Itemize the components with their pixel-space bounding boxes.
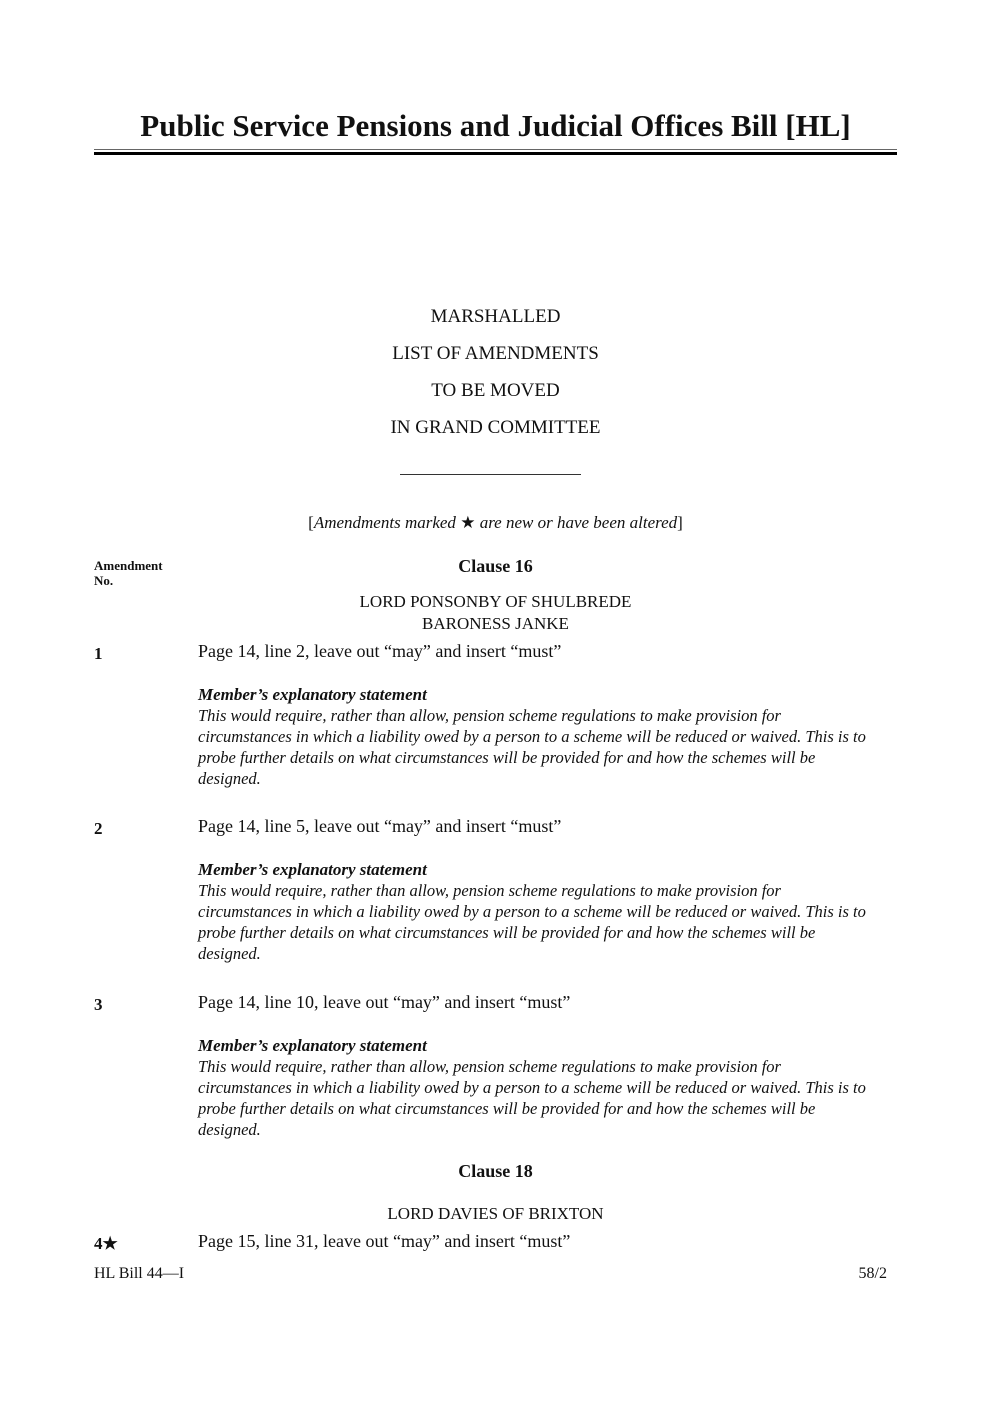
amendment-text: Page 14, line 5, leave out “may” and insert “must” bbox=[198, 816, 562, 836]
heading-line: MARSHALLED bbox=[430, 306, 561, 327]
heading-line: IN GRAND COMMITTEE bbox=[390, 417, 601, 438]
clause-heading: Clause 18 bbox=[458, 1161, 533, 1181]
star-note: [Amendments marked ★ are new or have been altered] bbox=[308, 513, 683, 532]
member-name: BARONESS JANKE bbox=[422, 614, 569, 633]
heading-line: TO BE MOVED bbox=[431, 380, 560, 401]
member-name: LORD PONSONBY OF SHULBREDE bbox=[359, 592, 632, 611]
title-rule-thin bbox=[94, 149, 897, 150]
amendment-text: Page 14, line 10, leave out “may” and insert “must” bbox=[198, 992, 571, 1012]
amendment-text: Page 15, line 31, leave out “may” and insert “must” bbox=[198, 1231, 571, 1251]
amendment-number: 1 bbox=[94, 644, 103, 663]
bill-title: Public Service Pensions and Judicial Offices Bill [HL] bbox=[140, 108, 851, 143]
amendment-number: 4★ bbox=[94, 1234, 118, 1253]
amendment-number: 3 bbox=[94, 995, 103, 1014]
footer-page-ref: 58/2 bbox=[858, 1265, 887, 1282]
separator bbox=[400, 474, 581, 475]
footer-bill-number: HL Bill 44—I bbox=[94, 1265, 185, 1282]
clause-heading: Clause 16 bbox=[458, 556, 533, 576]
explanatory-statement: Member’s explanatory statement This would require, rather than allow, pension scheme regulations to make provision for circumstances in which a liability owed by a person to a scheme will be reduced or waived. This is to probe further details on what circumstances will be provided for and how the schemes will be designed. bbox=[198, 1036, 866, 1139]
star-icon: ★ bbox=[460, 513, 476, 532]
amendment-no-label: Amendment No. bbox=[94, 558, 163, 588]
amendment-text: Page 14, line 2, leave out “may” and insert “must” bbox=[198, 641, 562, 661]
title-rule-thick bbox=[94, 152, 897, 155]
explanatory-statement: Member’s explanatory statement This would require, rather than allow, pension scheme regulations to make provision for circumstances in which a liability owed by a person to a scheme will be reduced or waived. This is to probe further details on what circumstances will be provided for and how the schemes will be designed. bbox=[198, 685, 866, 788]
amendment-number: 2 bbox=[94, 819, 103, 838]
member-name: LORD DAVIES OF BRIXTON bbox=[387, 1204, 604, 1223]
heading-line: LIST OF AMENDMENTS bbox=[392, 343, 599, 364]
explanatory-statement: Member’s explanatory statement This would require, rather than allow, pension scheme regulations to make provision for circumstances in which a liability owed by a person to a scheme will be reduced or waived. This is to probe further details on what circumstances will be provided for and how the schemes will be designed. bbox=[198, 860, 866, 963]
